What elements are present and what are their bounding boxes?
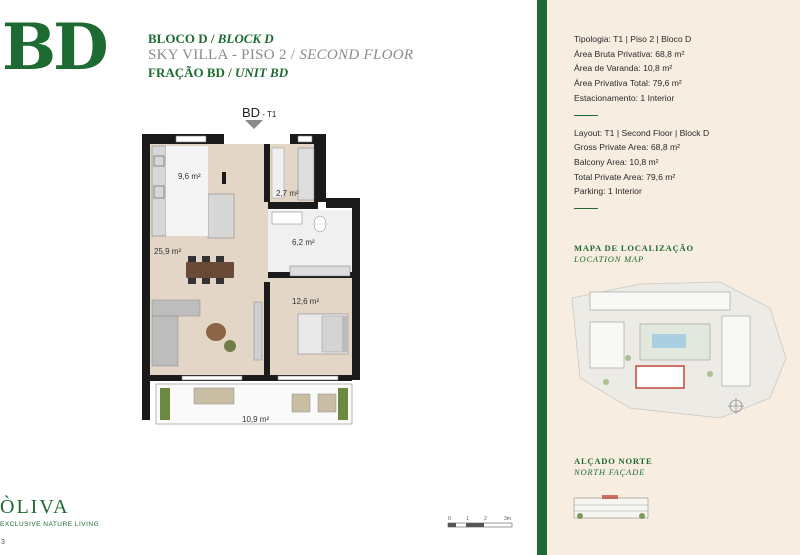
info-pt: [574, 32, 709, 106]
room-area-wc: 2,7 m²: [276, 189, 299, 198]
unit-heading: [148, 30, 413, 81]
layout: Layout: T1 | Second Floor | Block D: [574, 127, 710, 138]
floor-line: SKY VILLA - PISO 2 / SECOND FLOOR: [148, 47, 414, 63]
divider: [574, 115, 598, 116]
location-map-title: MAPA DE LOCALIZAÇÃO LOCATION MAP: [574, 243, 694, 264]
north-facade-title: ALÇADO NORTE NORTH FAÇADE: [574, 456, 653, 477]
scale-tick-0: 0: [448, 516, 451, 522]
brand-name: ÒLIVA: [0, 496, 70, 518]
gross-area-en: Gross Private Area: 68,8 m²: [574, 142, 681, 153]
balcony-area-en: Balcony Area: 10,8 m²: [574, 156, 659, 167]
block-line: BLOCO D / BLOCK D: [148, 31, 274, 46]
total-area-pt: Área Privativa Total: 79,6 m²: [574, 78, 682, 89]
parking-pt: Estacionamento: 1 Interior: [574, 92, 675, 103]
divider: [574, 208, 598, 209]
unit-details: [574, 32, 709, 219]
scale-tick-3: 3m: [504, 516, 511, 522]
gross-area-pt: Área Bruta Privativa: 68,8 m²: [574, 48, 685, 59]
location-map: [570, 278, 790, 428]
room-area-bedroom: 12,6 m²: [292, 297, 320, 306]
room-area-bath: 6,2 m²: [292, 238, 315, 247]
unit-tag: BD - T1: [242, 105, 277, 120]
page-number: 3: [1, 539, 5, 546]
scale-tick-1: 1: [466, 516, 469, 522]
room-area-kitchen: 9,6 m²: [178, 172, 201, 181]
info-panel: [530, 0, 800, 555]
fraction-line: FRAÇÃO BD / UNIT BD: [148, 65, 289, 80]
unit-initials: BD: [2, 10, 106, 85]
room-area-living: 25,9 m²: [154, 247, 182, 256]
brand-logo: [0, 496, 99, 528]
north-facade-elevation: [572, 492, 652, 522]
scale-bar: [446, 514, 516, 532]
parking-en: Parking: 1 Interior: [574, 186, 642, 197]
entrance-arrow-icon: [245, 120, 263, 129]
brand-tagline: EXCLUSIVE NATURE LIVING: [0, 521, 100, 528]
green-stripe: [537, 0, 547, 555]
typology: Tipologia: T1 | Piso 2 | Bloco D: [574, 34, 692, 44]
room-area-terrace: 10,9 m²: [242, 415, 270, 424]
total-area-en: Total Private Area: 79,6 m²: [574, 171, 676, 182]
balcony-area-pt: Área de Varanda: 10,8 m²: [574, 63, 673, 74]
floor-plan: [142, 132, 366, 428]
info-en: [574, 126, 709, 200]
scale-tick-2: 2: [484, 516, 487, 522]
